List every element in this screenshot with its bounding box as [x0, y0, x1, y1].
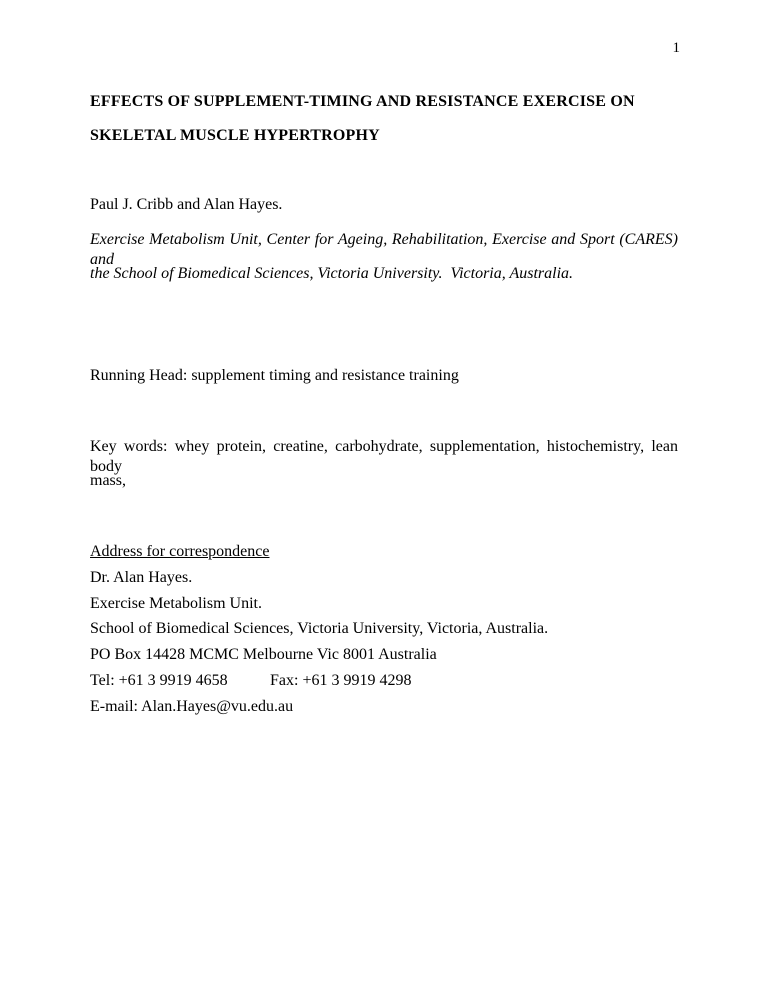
correspondence-tel-fax-line — [90, 671, 678, 691]
correspondence-tel: Tel: +61 3 9919 4658 — [90, 672, 228, 689]
correspondence-school: School of Biomedical Sciences, Victoria University, Victoria, Australia. — [90, 620, 549, 637]
affiliation-line-1: Exercise Metabolism Unit, Center for Ageing, Rehabilitation, Exercise and Sport (CARES) and — [90, 231, 678, 268]
keywords-line-1: Key words: whey protein, creatine, carbohydrate, supplementation, histochemistry, lean body — [90, 438, 678, 475]
paper-title-line-1: EFFECTS OF SUPPLEMENT-TIMING AND RESISTANCE EXERCISE ON — [90, 93, 635, 110]
correspondence-email: E-mail: Alan.Hayes@vu.edu.au — [90, 698, 294, 715]
affiliation-line-2: the School of Biomedical Sciences, Victoria University. Victoria, Australia. — [90, 265, 574, 282]
running-head: Running Head: supplement timing and resistance training — [90, 367, 459, 384]
authors-line: Paul J. Cribb and Alan Hayes. — [90, 196, 283, 213]
page-number: 1 — [672, 40, 680, 56]
correspondence-po-box: PO Box 14428 MCMC Melbourne Vic 8001 Australia — [90, 646, 437, 663]
correspondence-unit: Exercise Metabolism Unit. — [90, 595, 262, 612]
correspondence-heading: Address for correspondence — [90, 543, 270, 560]
keywords-line-2: mass, — [90, 472, 126, 489]
correspondence-fax: Fax: +61 3 9919 4298 — [270, 672, 412, 689]
paper-title-line-2: SKELETAL MUSCLE HYPERTROPHY — [90, 127, 380, 144]
correspondence-name: Dr. Alan Hayes. — [90, 569, 193, 586]
